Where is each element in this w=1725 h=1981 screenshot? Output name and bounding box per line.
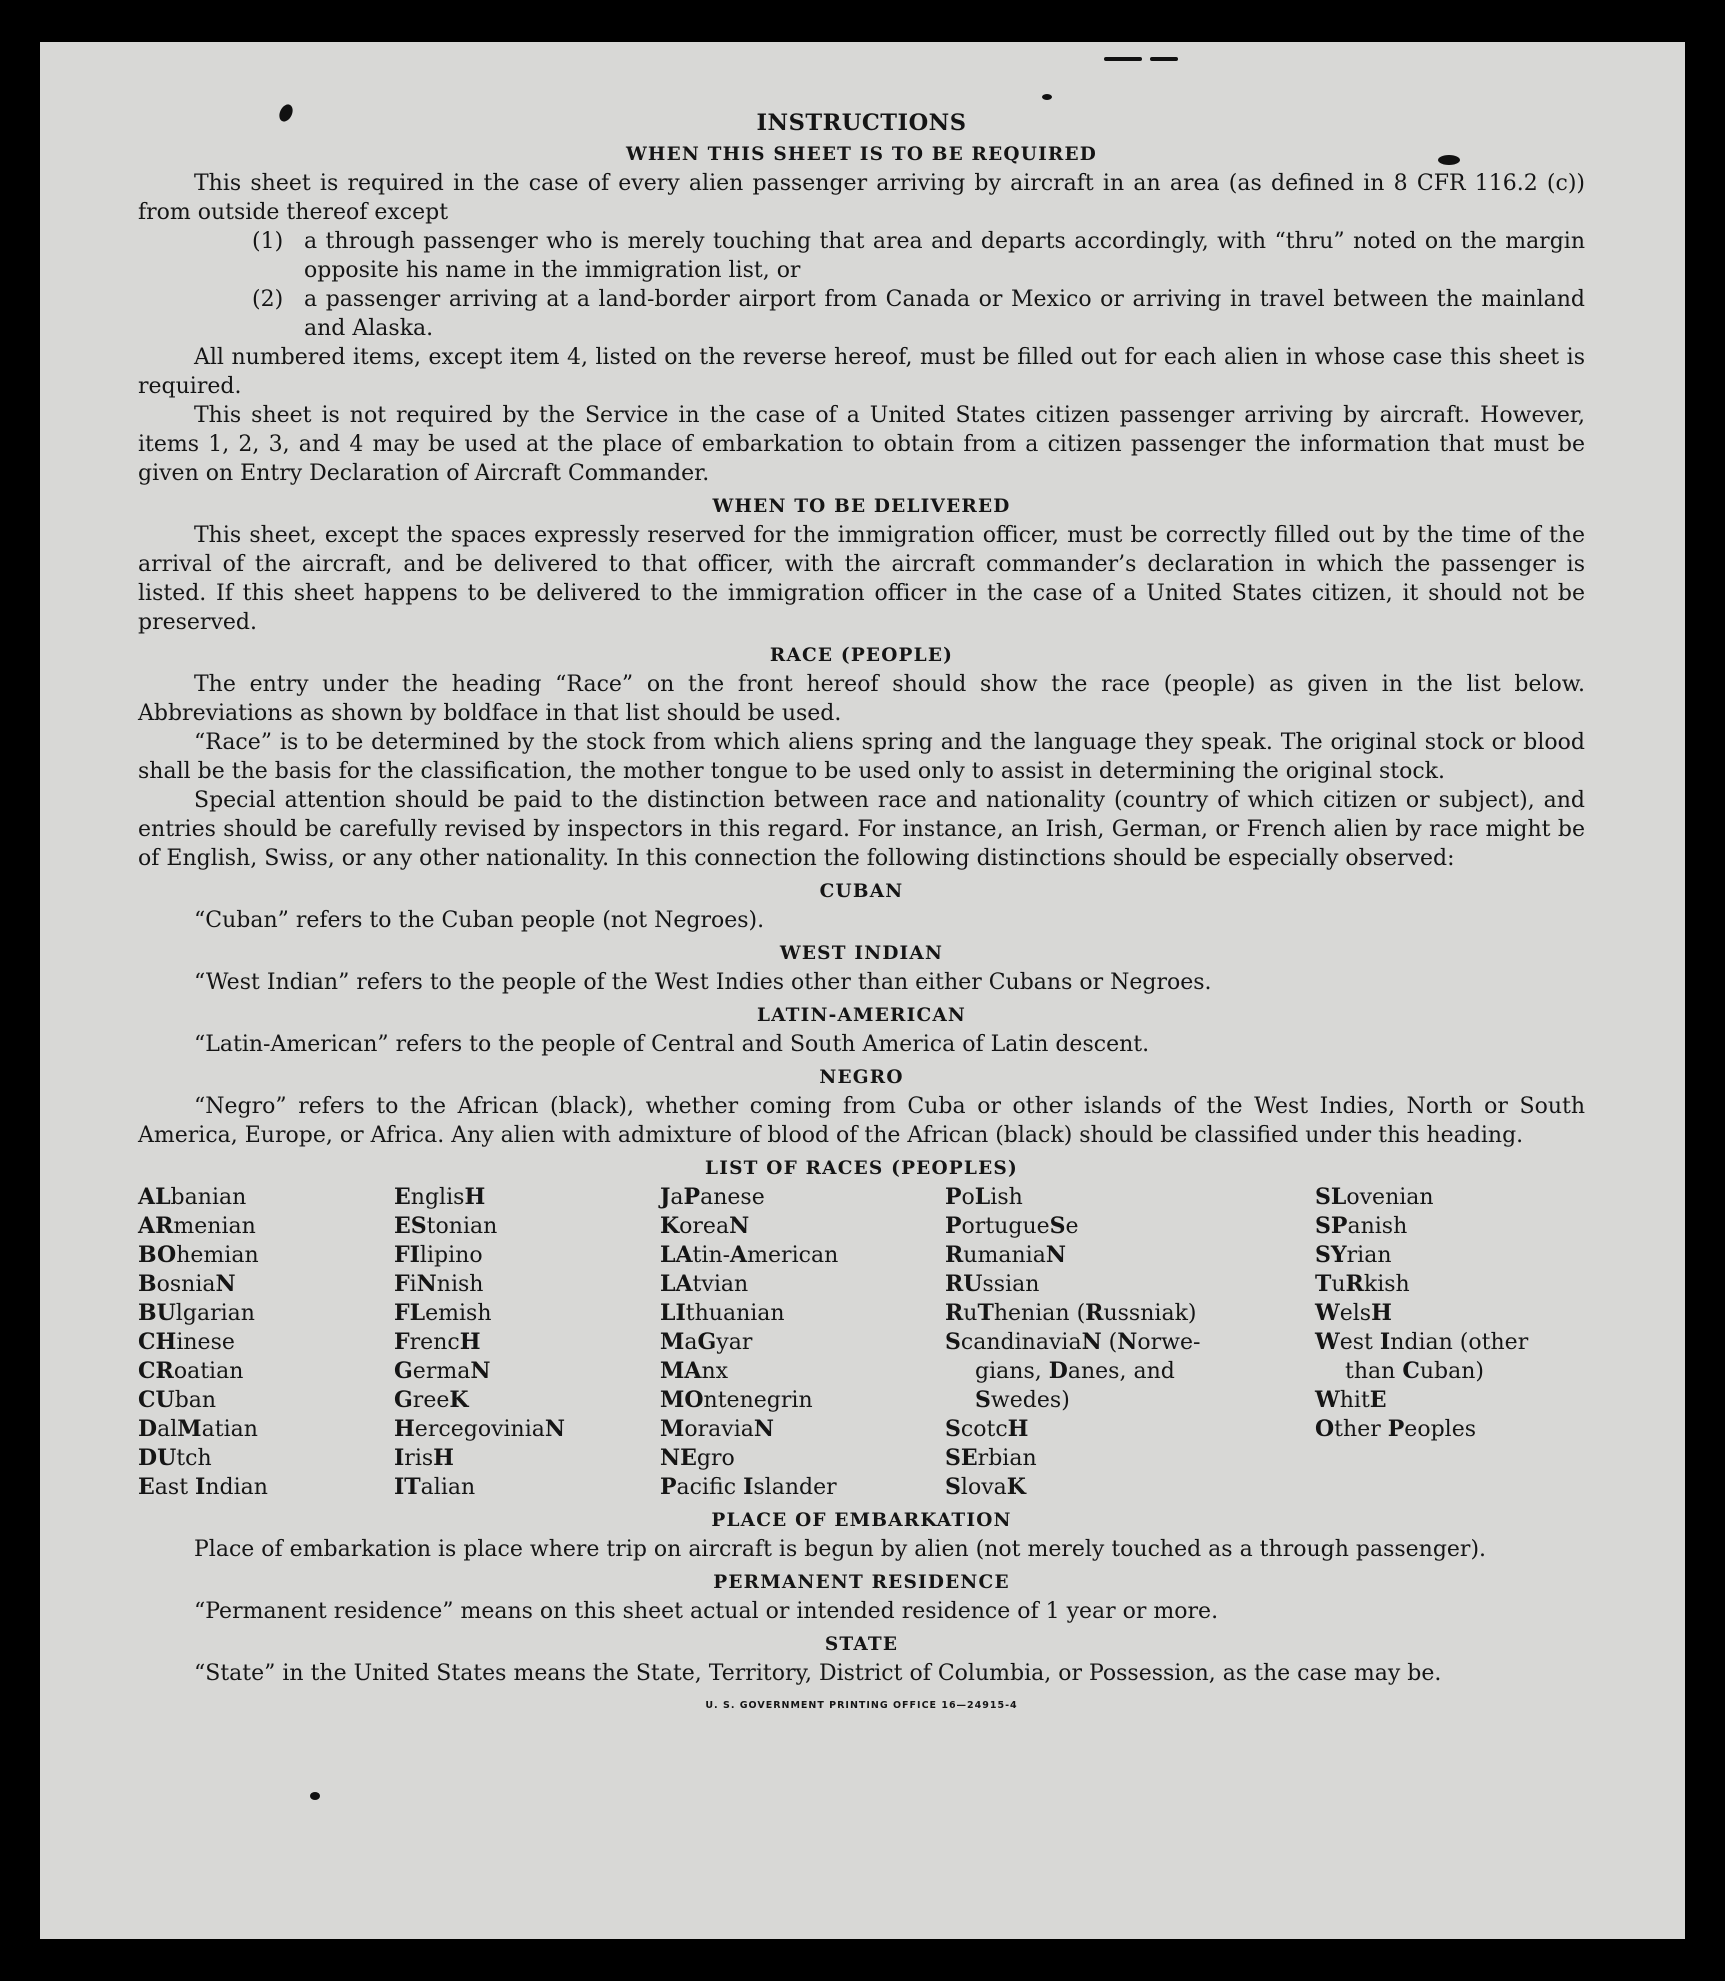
race-entry: FIlipino xyxy=(394,1242,483,1268)
race-entry: East Indian xyxy=(138,1474,268,1500)
race-entry: DUtch xyxy=(138,1445,212,1471)
race-entry: GreeK xyxy=(394,1387,469,1413)
race-entry: CUban xyxy=(138,1387,217,1413)
race-entry: LIthuanian xyxy=(660,1300,785,1326)
race-entry: ALbanian xyxy=(138,1184,247,1210)
race-entry: CHinese xyxy=(138,1329,235,1355)
race-entry: than Cuban) xyxy=(1345,1358,1484,1384)
race-entry: ScotcH xyxy=(945,1416,1029,1442)
races-column xyxy=(138,1183,394,1502)
race-entry: RumaniaN xyxy=(945,1242,1066,1268)
race-entry: IrisH xyxy=(394,1445,454,1471)
paragraph: Place of embarkation is place where trip on aircraft is begun by alien (not merely touched as a through passenger). xyxy=(194,1537,1487,1562)
race-entry: FiNnish xyxy=(394,1271,484,1297)
list-item xyxy=(252,227,1585,285)
race-entry: LAtin-American xyxy=(660,1242,839,1268)
race-entry: BosniaN xyxy=(138,1271,236,1297)
ink-blot xyxy=(310,1792,320,1800)
race-entry: JaPanese xyxy=(660,1184,765,1210)
paragraph: This sheet, except the spaces expressly reserved for the immigration officer, must be correctly filled out by the time of the arrival of the aircraft, and be delivered to that officer, with the aircraft commander’s declaration in which the passenger is listed. If this sheet happens to be delivered to the immigration officer in the case of a United States citizen, it should not be preserved. xyxy=(138,523,1585,635)
races-column xyxy=(394,1183,660,1502)
section-heading-required: WHEN THIS SHEET IS TO BE REQUIRED xyxy=(625,144,1098,165)
race-entry: HercegoviniaN xyxy=(394,1416,565,1442)
races-list xyxy=(138,1183,1585,1502)
race-entry: RUssian xyxy=(945,1271,1040,1297)
paragraph: “State” in the United States means the State, Territory, District of Columbia, or Possession, as the case may be. xyxy=(194,1661,1442,1686)
race-entry: ITalian xyxy=(394,1474,476,1500)
race-entry: WhitE xyxy=(1315,1387,1387,1413)
race-entry: MOntenegrin xyxy=(660,1387,813,1413)
paragraph: This sheet is required in the case of every alien passenger arriving by aircraft in an area (as defined in 8 CFR 116.2 (c)) from outside thereof except xyxy=(138,171,1585,225)
paragraph: “Race” is to be determined by the stock from which aliens spring and the language they speak. The original stock or blood shall be the basis for the classification, the mother tongue to be used only to assist in determining the original stock. xyxy=(138,730,1585,784)
page-title: INSTRUCTIONS xyxy=(756,110,967,136)
section-heading-embarkation: PLACE OF EMBARKATION xyxy=(711,1510,1012,1531)
section-heading-residence: PERMANENT RESIDENCE xyxy=(713,1572,1010,1593)
race-entry: ScandinaviaN (Norwe- xyxy=(945,1329,1201,1355)
race-entry: ARmenian xyxy=(138,1213,256,1239)
list-item xyxy=(252,285,1585,343)
race-entry: BUlgarian xyxy=(138,1300,255,1326)
race-entry: FrencH xyxy=(394,1329,481,1355)
race-entry: West Indian (other xyxy=(1315,1329,1529,1355)
ink-blot xyxy=(1150,57,1178,61)
race-entry: SErbian xyxy=(945,1445,1037,1471)
race-entry: MAnx xyxy=(660,1358,729,1384)
race-entry: LAtvian xyxy=(660,1271,749,1297)
races-column xyxy=(660,1183,945,1502)
race-entry: WelsH xyxy=(1315,1300,1392,1326)
paragraph: “Cuban” refers to the Cuban people (not Negroes). xyxy=(194,908,765,933)
ink-blot xyxy=(1104,57,1142,61)
races-column xyxy=(945,1183,1315,1502)
race-entry: TuRkish xyxy=(1315,1271,1410,1297)
race-entry: DalMatian xyxy=(138,1416,258,1442)
race-entry: KoreaN xyxy=(660,1213,750,1239)
race-entry: CRoatian xyxy=(138,1358,244,1384)
paragraph: The entry under the heading “Race” on the front hereof should show the race (people) as given in the list below. Abbreviations as shown by boldface in that list should be used. xyxy=(138,672,1585,726)
race-entry: Pacifc Islander xyxy=(660,1474,837,1500)
section-heading-west-indian: WEST INDIAN xyxy=(779,943,944,964)
race-entry: RuThenian (Russniak) xyxy=(945,1300,1197,1326)
paragraph: “West Indian” refers to the people of the West Indies other than either Cubans or Negroes. xyxy=(194,970,1212,995)
race-entry: PortugueSe xyxy=(945,1213,1079,1239)
race-entry: SlovaK xyxy=(945,1474,1026,1500)
ink-blot xyxy=(1438,155,1460,165)
race-entry: PoLish xyxy=(945,1184,1023,1210)
instruction-sheet xyxy=(40,42,1685,1939)
paragraph: All numbered items, except item 4, listed on the reverse hereof, must be filled out for each alien in whose case this sheet is required. xyxy=(138,345,1585,399)
printer-imprint: U. S. GOVERNMENT PRINTING OFFICE 16—24915-4 xyxy=(705,1700,1018,1711)
race-entry: Other Peoples xyxy=(1315,1416,1477,1442)
race-entry: Swedes) xyxy=(975,1387,1070,1413)
section-heading-latin-american: LATIN-AMERICAN xyxy=(756,1005,967,1026)
race-entry: SYrian xyxy=(1315,1242,1392,1268)
race-entry: BOhemian xyxy=(138,1242,259,1268)
section-heading-list-of-races: LIST OF RACES (PEOPLES) xyxy=(705,1158,1018,1179)
item-number: (1) xyxy=(252,229,284,254)
races-column xyxy=(1315,1183,1577,1502)
ink-blot xyxy=(1042,94,1052,100)
paragraph: “Negro” refers to the African (black), whether coming from Cuba or other islands of the West Indies, North or South America, Europe, or Africa. Any alien with admixture of blood of the African (black) should be classified under this heading. xyxy=(138,1094,1585,1148)
race-entry: FLemish xyxy=(394,1300,492,1326)
paragraph: “Permanent residence” means on this sheet actual or intended residence of 1 year or more. xyxy=(194,1599,1219,1624)
race-entry: MaGyar xyxy=(660,1329,753,1355)
race-entry: EStonian xyxy=(394,1213,498,1239)
race-entry: gians, Danes, and xyxy=(975,1358,1175,1384)
section-heading-cuban: CUBAN xyxy=(819,881,904,902)
paragraph: “Latin-American” refers to the people of Central and South America of Latin descent. xyxy=(194,1032,1150,1057)
item-text: a through passenger who is merely touching that area and departs accordingly, with “thru” noted on the margin opposite his name in the immigration list, or xyxy=(304,229,1585,283)
race-entry: SLovenian xyxy=(1315,1184,1434,1210)
race-entry: EnglisH xyxy=(394,1184,486,1210)
section-heading-state: STATE xyxy=(824,1634,899,1655)
section-heading-delivered: WHEN TO BE DELIVERED xyxy=(712,496,1011,517)
race-entry: NEgro xyxy=(660,1445,735,1471)
paragraph: This sheet is not required by the Service in the case of a United States citizen passenger arriving by aircraft. However, items 1, 2, 3, and 4 may be used at the place of embarkation to obtain from a citizen passenger the information that must be given on Entry Declaration of Aircraft Commander. xyxy=(138,403,1585,486)
race-entry: MoraviaN xyxy=(660,1416,774,1442)
race-entry: SPanish xyxy=(1315,1213,1408,1239)
paragraph: Special attention should be paid to the distinction between race and nationality (country of which citizen or subject), and entries should be carefully revised by inspectors in this regard. For instance, an Irish, German, or French alien by race might be of English, Swiss, or any other nationality. In this connection the following distinctions should be especially observed: xyxy=(138,788,1585,871)
section-heading-negro: NEGRO xyxy=(819,1067,904,1088)
section-heading-race: RACE (PEOPLE) xyxy=(769,645,954,666)
item-number: (2) xyxy=(252,287,284,312)
race-entry: GermaN xyxy=(394,1358,491,1384)
item-text: a passenger arriving at a land-border airport from Canada or Mexico or arriving in travel between the mainland and Alaska. xyxy=(304,287,1585,341)
